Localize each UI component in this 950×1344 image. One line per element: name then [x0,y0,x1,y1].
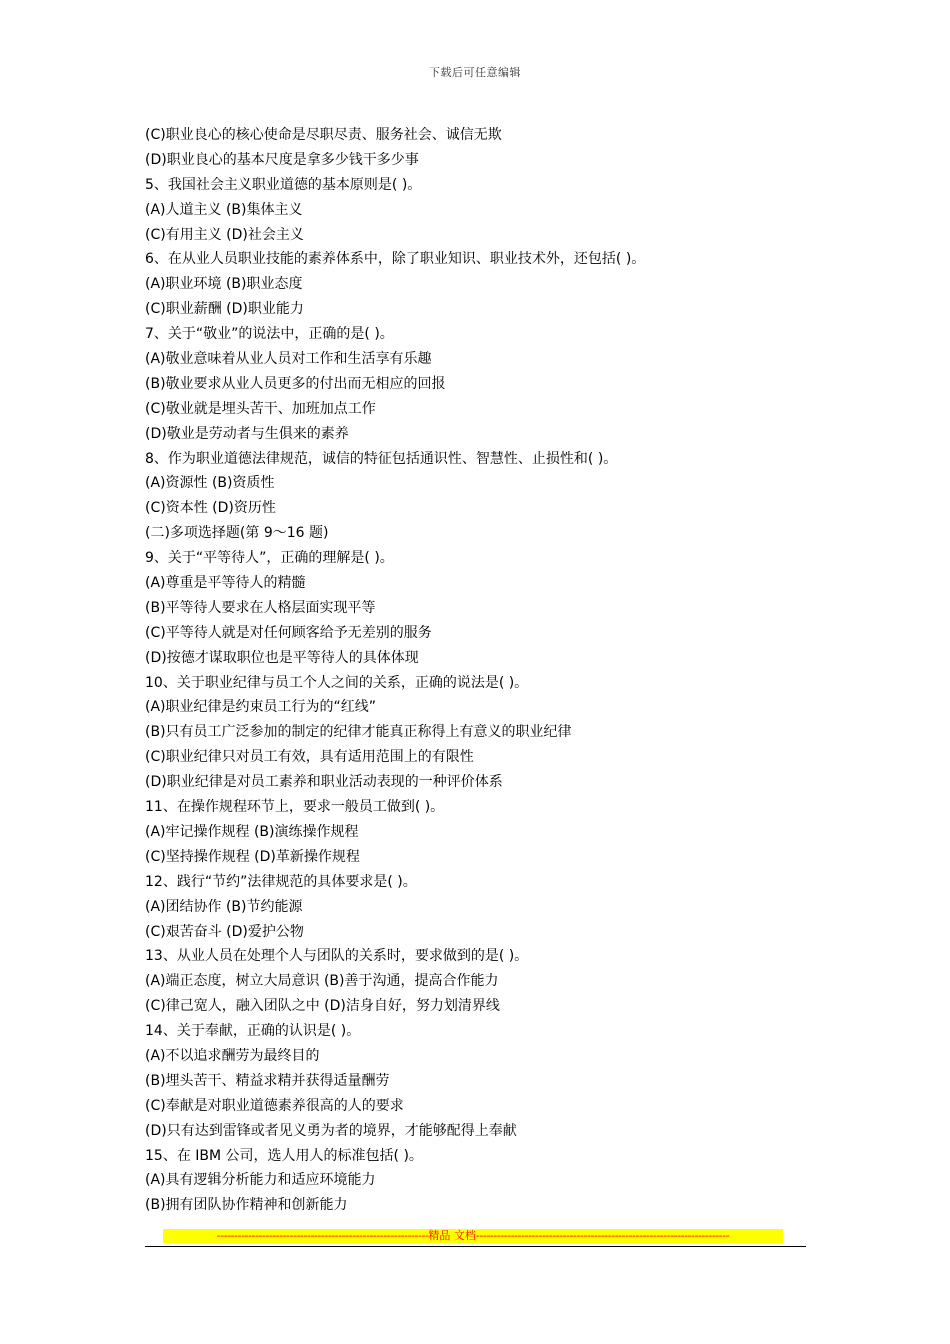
text-line: (D)按德才谋取职位也是平等待人的具体体现 [145,649,419,666]
text-line: (二)多项选择题(第 9～16 题) [145,525,329,542]
footer-label: 精品 文档 [428,1229,476,1242]
text-line: (A)团结协作 (B)节约能源 [145,898,303,915]
text-line: (C)有用主义 (D)社会主义 [145,226,304,243]
document-body [145,123,815,1218]
text-line: (A)职业纪律是约束员工行为的“红线” [145,699,377,716]
text-line: (C)职业良心的核心使命是尽职尽责、服务社会、诚信无欺 [145,127,502,143]
text-line: (C)资本性 (D)资历性 [145,500,276,517]
text-line: (A)尊重是平等待人的精髓 [145,575,306,592]
text-line: (C)坚持操作规程 (D)革新操作规程 [145,848,360,865]
text-line: (B)平等待人要求在人格层面实现平等 [145,599,376,616]
text-line: (A)敬业意味着从业人员对工作和生活享有乐趣 [145,351,432,368]
text-line: 8、作为职业道德法律规范，诚信的特征包括通识性、智慧性、止损性和( )。 [145,450,618,467]
text-line: (A)牢记操作规程 (B)演练操作规程 [145,823,359,840]
text-line: 13、从业人员在处理个人与团队的关系时，要求做到的是( )。 [145,948,529,965]
text-line: 9、关于“平等待人”，正确的理解是( )。 [145,550,394,567]
text-line: 5、我国社会主义职业道德的基本原则是( )。 [145,176,422,193]
text-line: (A)资源性 (B)资质性 [145,475,275,492]
text-line: (C)平等待人就是对任何顾客给予无差别的服务 [145,624,432,641]
text-line: (C)奉献是对职业道德素养很高的人的要求 [145,1097,404,1114]
text-line: (D)职业纪律是对员工素养和职业活动表现的一种评价体系 [145,774,503,791]
text-line: (D)敬业是劳动者与生俱来的素养 [145,425,349,442]
footer-dashes-right: ------------------------------------------------------------------------- [475,1229,730,1242]
text-line: 6、在从业人员职业技能的素养体系中，除了职业知识、职业技术外，还包括( )。 [145,251,646,268]
text-line: (A)端正态度，树立大局意识 (B)善于沟通，提高合作能力 [145,973,499,990]
footer-rule [145,1246,806,1247]
text-line: (A)职业环境 (B)职业态度 [145,276,303,293]
footer-banner [163,1229,783,1243]
text-line: 12、践行“节约”法律规范的具体要求是( )。 [145,873,417,890]
text-line: 15、在 IBM 公司，选人用人的标准包括( )。 [145,1147,423,1164]
text-line: (A)不以追求酬劳为最终目的 [145,1047,320,1064]
text-line: 7、关于“敬业”的说法中，正确的是( )。 [145,326,394,343]
footer-dashes-left: ------------------------------------------------------------- [216,1229,429,1242]
text-line: (B)只有员工广泛参加的制定的纪律才能真正称得上有意义的职业纪律 [145,724,572,741]
text-line: (B)埋头苦干、精益求精并获得适量酬劳 [145,1072,390,1089]
text-line: (B)敬业要求从业人员更多的付出而无相应的回报 [145,375,446,392]
text-line: 11、在操作规程环节上，要求一般员工做到( )。 [145,799,445,816]
text-line: (C)职业薪酬 (D)职业能力 [145,301,304,318]
text-line: (C)职业纪律只对员工有效，具有适用范围上的有限性 [145,749,474,766]
page-header: 下载后可任意编辑 [429,66,521,79]
text-line: (A)具有逻辑分析能力和适应环境能力 [145,1172,376,1189]
text-line: 10、关于职业纪律与员工个人之间的关系，正确的说法是( )。 [145,674,529,691]
text-line: (D)职业良心的基本尺度是拿多少钱干多少事 [145,151,419,168]
text-line: (C)律己宽人，融入团队之中 (D)洁身自好，努力划清界线 [145,998,500,1015]
text-line: (B)拥有团队协作精神和创新能力 [145,1197,348,1214]
text-line: (C)艰苦奋斗 (D)爱护公物 [145,923,304,940]
text-line: 14、关于奉献，正确的认识是( )。 [145,1023,361,1040]
text-line: (A)人道主义 (B)集体主义 [145,201,303,218]
text-line: (D)只有达到雷锋或者见义勇为者的境界，才能够配得上奉献 [145,1122,517,1139]
text-line: (C)敬业就是埋头苦干、加班加点工作 [145,400,376,417]
